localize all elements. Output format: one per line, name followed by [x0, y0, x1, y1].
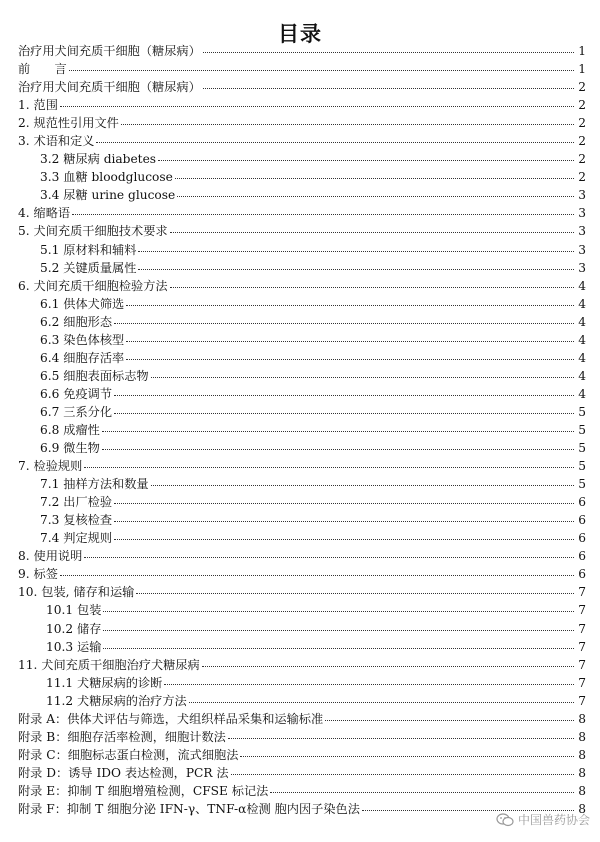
toc-entry-label: 附录 C：细胞标志蛋白检测，流式细胞法	[18, 747, 239, 762]
toc-dot-leader	[138, 257, 574, 270]
toc-dot-leader	[114, 383, 574, 396]
toc-dot-leader	[103, 636, 574, 649]
toc-dot-leader	[231, 762, 574, 775]
toc-entry-label: 11.2 犬糖尿病的治疗方法	[46, 693, 187, 708]
toc-entry-page: 2	[578, 98, 586, 113]
toc-entry-label: 10.2 储存	[46, 621, 102, 636]
toc-entry-page: 3	[578, 260, 586, 275]
toc-entry-label: 9. 标签	[18, 567, 58, 582]
toc-dot-leader	[228, 726, 574, 739]
toc-entry-page: 8	[578, 765, 586, 780]
toc-entry-label: 治疗用犬间充质干细胞（糖尿病）	[18, 44, 201, 58]
toc-entry-page: 4	[578, 386, 586, 401]
toc-dot-leader	[202, 654, 574, 667]
toc-entry-page: 6	[578, 495, 586, 510]
toc-entry-page: 3	[578, 188, 586, 203]
toc-dot-leader	[177, 184, 574, 197]
toc-entry-label: 6.8 成瘤性	[40, 422, 100, 437]
toc-dot-leader	[114, 527, 574, 540]
toc-dot-leader	[126, 347, 574, 360]
toc-entry-page: 7	[578, 603, 586, 618]
toc-entry-page: 5	[578, 441, 586, 456]
toc-entry-label: 附录 A：供体犬评估与筛选，犬组织样品采集和运输标准	[18, 711, 324, 726]
toc-entry-label: 治疗用犬间充质干细胞（糖尿病）	[18, 80, 201, 95]
toc-entry-page: 3	[578, 242, 586, 257]
toc-dot-leader	[175, 166, 574, 179]
toc-dot-leader	[114, 401, 574, 414]
toc-entry-page: 7	[578, 621, 586, 636]
toc-entry-label: 3.2 糖尿病 diabetes	[40, 152, 157, 167]
toc-entry-label: 附录 E：抑制 T 细胞增殖检测，CFSE 标记法	[18, 783, 269, 798]
toc-dot-leader	[114, 509, 574, 522]
toc-entry-label: 附录 D：诱导 IDO 表达检测，PCR 法	[18, 765, 229, 780]
toc-entry-page: 2	[578, 116, 586, 131]
toc-dot-leader	[170, 220, 574, 233]
toc-dot-leader	[96, 130, 574, 143]
toc-entry-page: 1	[578, 44, 586, 58]
toc-dot-leader	[69, 58, 574, 71]
toc-entry-page: 5	[578, 404, 586, 419]
toc-entry-page: 4	[578, 332, 586, 347]
toc-dot-leader	[60, 94, 574, 107]
toc-entry-label: 6.5 细胞表面标志物	[40, 368, 149, 383]
toc-dot-leader	[151, 473, 574, 486]
toc-dot-leader	[114, 491, 574, 504]
toc-entry-page: 5	[578, 459, 586, 474]
toc-entry-page: 8	[578, 729, 586, 744]
toc-entry-label: 6.3 染色体核型	[40, 332, 125, 347]
toc-entry-label: 10.3 运输	[46, 639, 102, 654]
table-of-contents	[18, 42, 586, 818]
toc-entry-page: 4	[578, 314, 586, 329]
toc-entry-page: 8	[578, 801, 586, 816]
page-title: 目录	[278, 22, 322, 46]
toc-entry-label: 5.1 原材料和辅料	[40, 242, 137, 257]
toc-entry-page: 3	[578, 206, 586, 221]
toc-entry-page: 7	[578, 693, 586, 708]
toc-entry-page: 5	[578, 422, 586, 437]
toc-entry-label: 10. 包装, 储存和运输	[18, 585, 135, 600]
toc-dot-leader	[84, 455, 574, 468]
toc-entry-label: 6.4 细胞存活率	[40, 350, 125, 365]
toc-entry-page: 4	[578, 278, 586, 293]
toc-entry-page: 4	[578, 368, 586, 383]
toc-entry-page: 8	[578, 711, 586, 726]
toc-entry-label: 6.2 细胞形态	[40, 314, 113, 329]
toc-dot-leader	[138, 239, 574, 252]
toc-entry-page: 7	[578, 639, 586, 654]
toc-entry-label: 6.6 免疫调节	[40, 386, 113, 401]
toc-entry-label: 7.1 抽样方法和数量	[40, 477, 149, 492]
toc-dot-leader	[362, 798, 574, 811]
toc-dot-leader	[103, 618, 574, 631]
toc-dot-leader	[240, 744, 574, 757]
toc-entry-label: 8. 使用说明	[18, 549, 83, 564]
toc-dot-leader	[170, 275, 574, 288]
toc-entry-label: 10.1 包装	[46, 603, 102, 618]
toc-entry-page: 6	[578, 513, 586, 528]
toc-dot-leader	[325, 708, 574, 721]
toc-dot-leader	[103, 599, 574, 612]
toc-entry-label: 7. 检验规则	[18, 459, 83, 474]
watermark	[496, 811, 590, 828]
toc-dot-leader	[114, 311, 574, 324]
toc-entry-page: 2	[578, 134, 586, 149]
toc-dot-leader	[60, 563, 574, 576]
toc-entry-label: 5. 犬间充质干细胞技术要求	[18, 224, 168, 239]
toc-dot-leader	[121, 112, 574, 125]
toc-entry-page: 6	[578, 531, 586, 546]
toc-entry-label: 6.7 三系分化	[40, 404, 113, 419]
toc-dot-leader	[151, 365, 574, 378]
toc-entry-label: 前 言	[18, 62, 67, 77]
toc-entry-label: 7.2 出厂检验	[40, 495, 113, 510]
toc-dot-leader	[102, 437, 574, 450]
toc-entry-page: 2	[578, 80, 586, 95]
toc-entry-label: 11. 犬间充质干细胞治疗犬糖尿病	[18, 657, 200, 672]
toc-entry-label: 附录 F：抑制 T 细胞分泌 IFN-γ、TNF-α检测 胞内因子染色法	[18, 801, 360, 816]
toc-dot-leader	[189, 690, 574, 703]
toc-entry-page: 7	[578, 657, 586, 672]
toc-entry-page: 8	[578, 747, 586, 762]
toc-entry-label: 5.2 关键质量属性	[40, 260, 137, 275]
toc-dot-leader	[102, 419, 574, 432]
watermark-text: 中国兽药协会	[517, 813, 590, 827]
toc-entry-label: 6.9 微生物	[40, 441, 100, 456]
toc-entry-label: 7.3 复核检查	[40, 513, 113, 528]
toc-dot-leader	[136, 581, 574, 594]
wechat-icon	[496, 813, 514, 827]
toc-entry-page: 7	[578, 585, 586, 600]
toc-entry-label: 4. 缩略语	[18, 206, 71, 221]
toc-entry-label: 附录 B：细胞存活率检测，细胞计数法	[18, 729, 226, 744]
toc-entry-label: 2. 规范性引用文件	[18, 116, 119, 131]
toc-entry-page: 6	[578, 549, 586, 564]
toc-entry-page: 3	[578, 224, 586, 239]
toc-entry-page: 2	[578, 152, 586, 167]
toc-entry-label: 1. 范围	[18, 98, 58, 113]
toc-entry-page: 5	[578, 477, 586, 492]
toc-dot-leader	[84, 545, 574, 558]
toc-entry-label: 3.4 尿糖 urine glucose	[40, 188, 176, 203]
toc-dot-leader	[158, 148, 574, 161]
toc-entry-label: 6.1 供体犬筛选	[40, 296, 125, 311]
toc-entry-page: 7	[578, 675, 586, 690]
toc-entry-label: 11.1 犬糖尿病的诊断	[46, 675, 163, 690]
toc-dot-leader	[126, 329, 574, 342]
toc-dot-leader	[203, 76, 574, 89]
toc-entry-label: 3. 术语和定义	[18, 134, 95, 149]
toc-dot-leader	[72, 202, 574, 215]
toc-entry-label: 6. 犬间充质干细胞检验方法	[18, 278, 168, 293]
toc-dot-leader	[164, 672, 574, 685]
toc-dot-leader	[203, 40, 574, 53]
toc-entry-page: 2	[578, 170, 586, 185]
toc-entry-label: 7.4 判定规则	[40, 531, 113, 546]
toc-entry-label: 3.3 血糖 bloodglucose	[40, 170, 173, 185]
toc-dot-leader	[270, 780, 574, 793]
toc-entry-page: 4	[578, 296, 586, 311]
toc-entry-page: 6	[578, 567, 586, 582]
toc-entry-page: 1	[578, 62, 586, 77]
toc-entry-page: 4	[578, 350, 586, 365]
toc-dot-leader	[126, 293, 574, 306]
toc-entry-page: 8	[578, 783, 586, 798]
